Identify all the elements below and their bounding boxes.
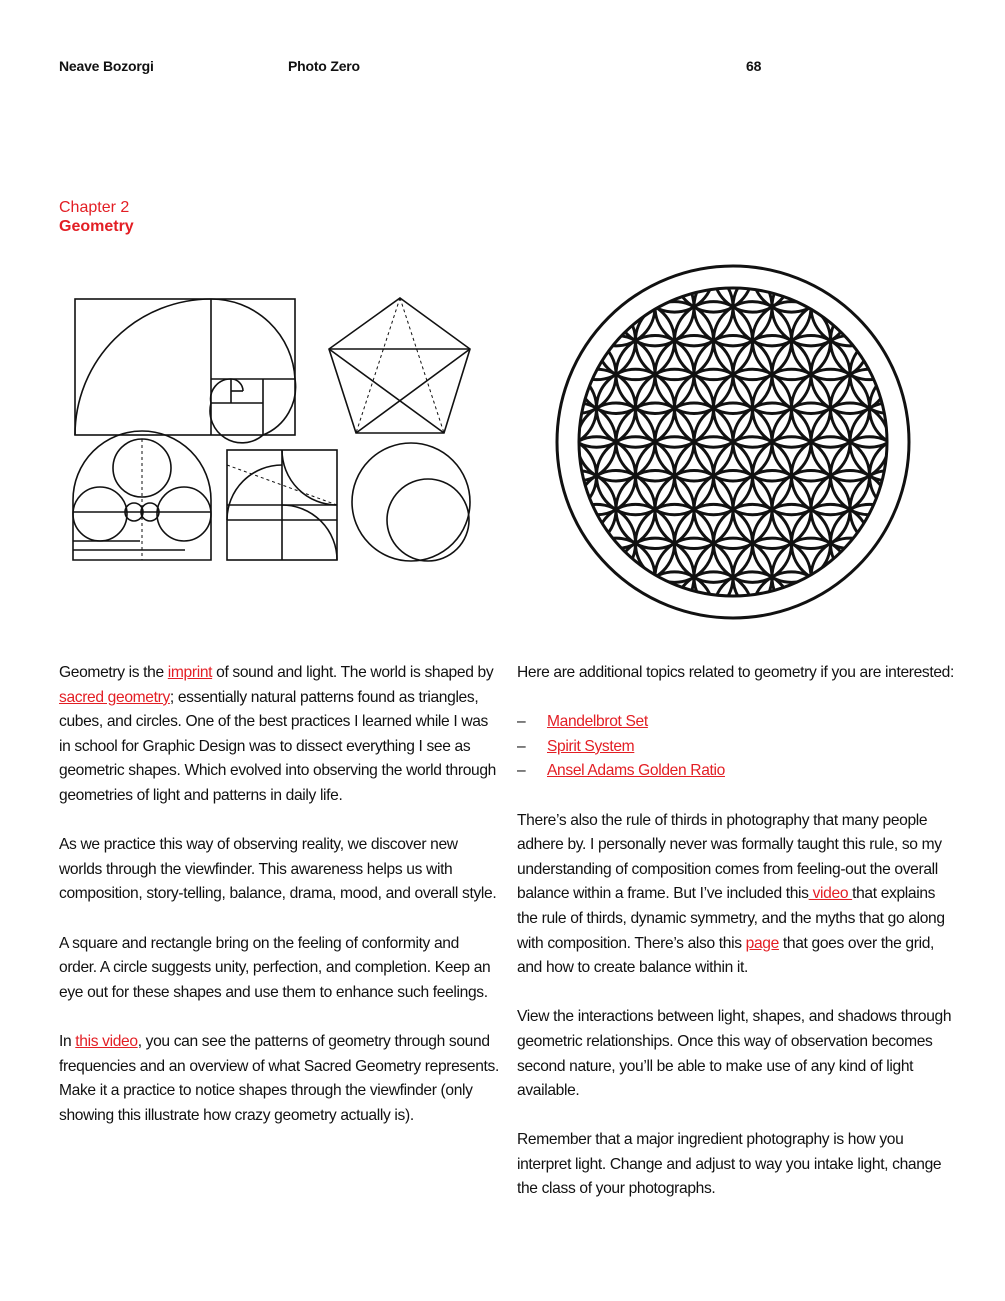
paragraph: A square and rectangle bring on the feeling of conformity and order. A circle suggests unity, perfection, and completion. Keep an eye out for these shapes and use them to enhance such feelings. <box>59 934 491 1001</box>
dash: – <box>517 737 526 755</box>
page-number: 68 <box>746 58 762 74</box>
nested-circles <box>352 443 470 561</box>
paragraph: Here are additional topics related to geometry if you are interested: <box>517 664 954 681</box>
paragraph: Remember that a major ingredient photography is how you interpret light. Change and adjust to way you intake light, change the class of your photographs. <box>517 1131 942 1198</box>
golden-ratio-diagram <box>60 285 480 570</box>
flower-of-life <box>553 262 913 622</box>
spirit-system-link[interactable]: Spirit System <box>547 737 635 755</box>
text: There’s also the rule of thirds in photography that many people adhere by. I personally never was formally taught this rule, so my understanding of composition comes from feeling-out the overall balance within a frame. But I’ve included this <box>517 811 942 903</box>
dash: – <box>517 762 526 780</box>
petal-circle <box>553 403 616 481</box>
pentagon-star <box>329 298 470 433</box>
petal-circle <box>577 268 655 346</box>
list-item <box>517 735 957 760</box>
imprint-link[interactable]: imprint <box>167 664 213 681</box>
mandelbrot-set-link[interactable]: Mandelbrot Set <box>547 713 648 731</box>
text: that explains the rule of thirds, dynamic symmetry, and the myths that go along with composition. There’s also this <box>517 885 945 952</box>
square-arcs <box>227 450 337 560</box>
text: In <box>59 1032 76 1050</box>
paragraph: As we practice this way of observing reality, we discover new worlds through the viewfinder. This awareness helps us with composition, story-telling, balance, drama, mood, and overall style. <box>59 836 497 903</box>
text: ; essentially natural patterns found as triangles, cubes, and circles. One of the best practices I learned while I was in school for Graphic Design was to dissect everything I see as geometric shapes. Which evolved into observing the world through geometries of light and patterns in daily life. <box>59 688 496 804</box>
text: of sound and light. The world is shaped by <box>212 664 494 681</box>
dash: – <box>517 713 526 731</box>
petal-circle <box>811 538 889 616</box>
left-column <box>59 661 499 1153</box>
text: that goes over the grid, and how to create balance within it. <box>517 934 935 977</box>
right-column <box>517 661 957 1227</box>
circles-arrangement <box>73 431 211 560</box>
ansel-adams-golden-ratio-link[interactable]: Ansel Adams Golden Ratio <box>547 762 725 780</box>
video-link[interactable]: video <box>808 885 853 903</box>
golden-spiral-rectangle <box>75 299 296 443</box>
topics-list <box>517 710 957 784</box>
petal-circle <box>850 403 913 481</box>
page-link[interactable]: page <box>745 934 779 952</box>
list-item <box>517 710 957 735</box>
petal-circle <box>577 538 655 616</box>
chapter-number: Chapter 2 <box>59 199 130 216</box>
header-author: Neave Bozorgi <box>59 58 154 74</box>
paragraph: View the interactions between light, shapes, and shadows through geometric relationships. Once this way of observation becomes second nature, you’ll be able to make use of any kind of light available. <box>517 1008 952 1100</box>
this-video-link[interactable]: this video <box>75 1032 138 1050</box>
sacred-geometry-link[interactable]: sacred geometry <box>59 688 170 706</box>
petal-circle <box>811 268 889 346</box>
header-book-title: Photo Zero <box>288 58 360 74</box>
list-item <box>517 759 957 784</box>
chapter-title: Geometry <box>59 218 134 235</box>
chapter-heading <box>59 198 134 236</box>
paragraph <box>59 661 499 809</box>
text: , you can see the patterns of geometry through sound frequencies and an overview of what Sacred Geometry represents. Make it a practice to notice shapes through the viewfinder (only showing this illustrate how crazy geometry actually is). <box>59 1032 499 1124</box>
paragraph <box>517 809 957 981</box>
text: Geometry is the <box>59 664 168 681</box>
paragraph <box>59 1030 499 1128</box>
